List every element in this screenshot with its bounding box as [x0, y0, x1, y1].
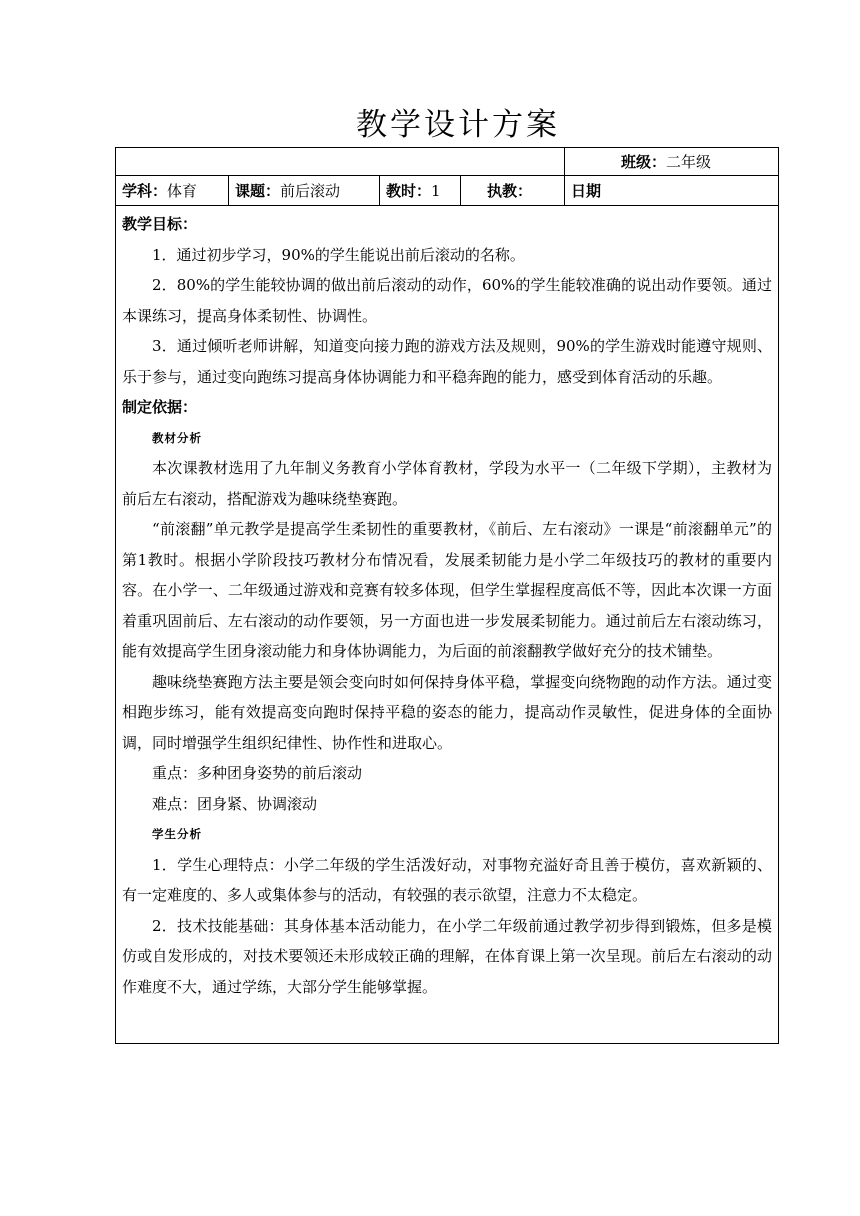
info-row [116, 176, 779, 206]
class-label: 班级： [621, 153, 667, 171]
period-label: 教时： [386, 182, 432, 200]
date-cell [565, 176, 779, 206]
difficult-point: 难点：团身紧、协调滚动 [152, 794, 318, 813]
date-label: 日期 [571, 182, 602, 200]
material-paragraph: “前滚翻”单元教学是提高学生柔韧性的重要教材，《前后、左右滚动》一课是“前滚翻单元”的第1教时。根据小学阶段技巧教材分布情况看，发展柔韧能力是小学二年级技巧的教材的重要内容。在小学一、二年级通过游戏和竞赛有较多体现，但学生掌握程度高低不等，因此本次课一方面着重巩固前后、左右滚动的动作要领，另一方面也进一步发展柔韧能力。通过前后左右滚动练习，能有效提高学生团身滚动能力和身体协调能力，为后面的前滚翻教学做好充分的技术铺垫。 [122, 520, 772, 660]
goal-item: 1．通过初步学习，90%的学生能说出前后滚动的名称。 [152, 245, 525, 264]
key-point: 重点：多种团身姿势的前后滚动 [152, 764, 363, 782]
class-value: 二年级 [666, 153, 712, 171]
subject-value: 体育 [167, 182, 198, 200]
content-row [116, 206, 779, 1044]
lesson-plan-table [115, 147, 779, 1044]
period-cell [380, 176, 461, 206]
content-body [122, 209, 772, 1002]
subject-label: 学科： [122, 182, 168, 200]
student-paragraph: 2．技术技能基础：其身体基本活动能力，在小学二年级前通过教学初步得到锻炼，但多是模仿或自发形成的，对技术要领还未形成较正确的理解，在体育课上第一次呈现。前后左右滚动的动作难度不大，通过学练，大部分学生能够掌握。 [122, 916, 772, 996]
blank-cell [116, 148, 565, 176]
topic-cell [229, 176, 380, 206]
goals-heading: 教学目标： [122, 215, 198, 233]
material-heading: 教材分析 [152, 430, 202, 445]
class-cell [565, 148, 779, 176]
goal-item: 2．80%的学生能较协调的做出前后滚动的动作，60%的学生能较准确的说出动作要领。通过本课练习，提高身体柔韧性、协调性。 [122, 276, 772, 325]
basis-heading: 制定依据： [122, 398, 198, 416]
teacher-cell [461, 176, 565, 206]
subject-cell [116, 176, 229, 206]
topic-value: 前后滚动 [280, 182, 341, 200]
content-cell [116, 206, 779, 1044]
student-paragraph: 1．学生心理特点：小学二年级的学生活泼好动，对事物充溢好奇且善于模仿，喜欢新颖的、有一定难度的、多人或集体参与的活动，有较强的表示欲望，注意力不太稳定。 [122, 855, 772, 904]
page-title: 教学设计方案 [356, 107, 560, 143]
period-value: 1 [431, 182, 441, 200]
material-paragraph: 本次课教材选用了九年制义务教育小学体育教材，学段为水平一（二年级下学期），主教材为前后左右滚动，搭配游戏为趣味绕垫赛跑。 [122, 459, 772, 508]
student-heading: 学生分析 [152, 827, 202, 841]
material-paragraph: 趣味绕垫赛跑方法主要是领会变向时如何保持身体平稳，掌握变向绕物跑的动作方法。通过变相跑步练习，能有效提高变向跑时保持平稳的姿态的能力，提高动作灵敏性，促进身体的全面协调，同时增强学生组织纪律性、协作性和进取心。 [122, 672, 772, 752]
class-row [116, 148, 779, 176]
goal-item: 3．通过倾听老师讲解，知道变向接力跑的游戏方法及规则，90%的学生游戏时能遵守规则、乐于参与，通过变向跑练习提高身体协调能力和平稳奔跑的能力，感受到体育活动的乐趣。 [122, 337, 772, 386]
teacher-label: 执教： [487, 182, 533, 200]
topic-label: 课题： [235, 182, 281, 200]
